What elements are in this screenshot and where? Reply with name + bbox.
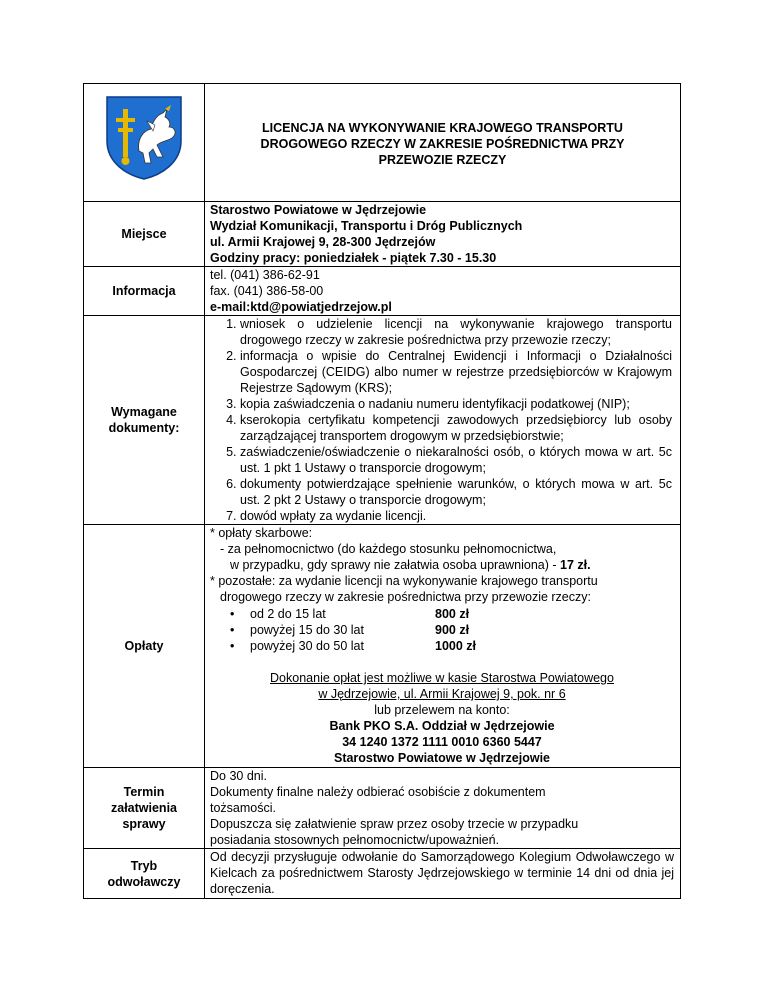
fee-amount: 800 zł [435,607,470,621]
row-termin [84,768,681,849]
third-party-text: posiadania stosownych pełnomocnictw/upoważnień. [210,833,500,847]
label-line: odwoławczy [107,874,181,889]
label-line: sprawy [122,817,166,831]
fee-item [210,622,674,638]
dokumenty-content [205,316,681,525]
label-line: Tryb [130,858,158,873]
list-item: 1. wniosek o udzielenie licencji na wykonywanie krajowego transportu drogowego rzeczy w zakresie pośrednictwa przy przewozie rzeczy; [240,316,674,348]
fee-period: powyżej 15 do 30 lat [250,623,364,637]
row-informacja [84,267,681,316]
third-party-text: Dopuszcza się załatwienie spraw przez osoby trzecie w przypadku [210,817,579,831]
title-line: PRZEWOZIE RZECZY [378,153,507,167]
other-fees-line: * pozostałe: za wydanie licencji na wykonywanie krajowego transportu [210,574,598,588]
label-informacja: Informacja [84,267,205,316]
list-item: 5. zaświadczenie/oświadczenie o niekaralności osób, o których mowa w art. 5c ust. 1 pkt 1 Ustawy o transporcie drogowym; [240,444,674,476]
title-line: LICENCJA NA WYKONYWANIE KRAJOWEGO TRANSPORTU [262,121,623,135]
fee-item [210,606,674,622]
fee-amount: 1000 zł [435,639,477,653]
label-line: załatwienia [111,801,177,815]
pickup-text: Dokumenty finalne należy odbierać osobiście z dokumentem [210,785,546,799]
bank-account-number: 34 1240 1372 1111 0010 6360 5447 [342,735,542,749]
informacja-content [205,267,681,316]
header-row [84,84,681,202]
miejsce-content [205,202,681,267]
account-holder: Starostwo Powiatowe w Jędrzejowie [333,751,551,765]
deadline-text: Do 30 dni. [210,769,267,783]
other-fees-line: drogowego rzeczy w zakresie pośrednictwa przy przewozie rzeczy: [220,590,591,604]
document-title [205,84,681,202]
phone-number: tel. (041) 386-62-91 [210,268,320,282]
label-line: dokumenty: [108,421,180,435]
label-dokumenty [84,316,205,525]
license-fee-list [210,606,674,654]
label-tryb [84,849,205,899]
office-name: Starostwo Powiatowe w Jędrzejowie [210,203,427,217]
payment-info-line: lub przelewem na konto: [374,703,510,717]
title-line: DROGOWEGO RZECZY W ZAKRESIE POŚREDNICTWA PRZY [260,137,625,151]
stamp-duty-text: w przypadku, gdy sprawy nie załatwia osoba uprawniona) - [230,558,561,572]
address: ul. Armii Krajowej 9, 28-300 Jędrzejów [210,235,436,249]
row-tryb [84,849,681,899]
payment-info-line: Dokonanie opłat jest możliwe w kasie Starostwa Powiatowego [270,671,614,685]
stamp-duty-heading: * opłaty skarbowe: [210,526,313,540]
label-termin [84,768,205,849]
fee-amount: 900 zł [435,623,470,637]
appeal-text: Od decyzji przysługuje odwołanie do Samorządowego Kolegium Odwoławczego w Kielcach za pośrednictwem Starosty Jędrzejowskiego w terminie 14 dni od dnia jej doręczenia. [205,849,681,899]
fee-period: od 2 do 15 lat [250,607,326,621]
list-item: 7. dowód wpłaty za wydanie licencji. [240,508,674,524]
list-item: 3. kopia zaświadczenia o nadaniu numeru identyfikacji podatkowej (NIP); [240,396,674,412]
list-item: 6. dokumenty potwierdzające spełnienie warunków, o których mowa w art. 5c ust. 2 pkt 2 Ustawy o transporcie drogowym; [240,476,674,508]
row-miejsce [84,202,681,267]
row-dokumenty [84,316,681,525]
payment-info-line: w Jędrzejowie, ul. Armii Krajowej 9, pok. nr 6 [318,687,566,701]
label-line: Wymagane [111,405,177,419]
bullet-icon: • [230,623,235,637]
emblem-cell [84,84,205,202]
label-oplaty: Opłaty [84,525,205,768]
fax-number: fax. (041) 386-58-00 [210,284,324,298]
stamp-duty-line: - za pełnomocnictwo (do każdego stosunku pełnomocnictwa, [220,542,557,556]
stamp-duty-amount: 17 zł. [560,558,591,572]
bank-name: Bank PKO S.A. Oddział w Jędrzejowie [329,719,555,733]
row-oplaty [84,525,681,768]
department-name: Wydział Komunikacji, Transportu i Dróg Publicznych [210,219,523,233]
info-sheet-table [83,83,681,899]
termin-content [205,768,681,849]
coat-of-arms-icon [99,91,189,181]
email-address: e-mail:ktd@powiatjedrzejow.pl [210,300,392,314]
fee-period: powyżej 30 do 50 lat [250,639,364,653]
list-item: 2. informacja o wpisie do Centralnej Ewidencji i Informacji o Działalności Gospodarczej (CEIDG) albo numer w rejestrze przedsiębiorców w Krajowym Rejestrze Sądowym (KRS); [240,348,674,396]
label-miejsce: Miejsce [84,202,205,267]
fee-item [210,638,674,654]
bullet-icon: • [230,639,235,653]
office-hours: Godziny pracy: poniedziałek - piątek 7.30 - 15.30 [210,251,497,265]
required-documents-list [210,316,674,524]
oplaty-content [205,525,681,768]
pickup-text: tożsamości. [210,801,276,815]
list-item: 4. kserokopia certyfikatu kompetencji zawodowych przedsiębiorcy lub osoby zarządzającej transportem drogowym w przedsiębiorstwie; [240,412,674,444]
bullet-icon: • [230,607,235,621]
label-line: Termin [123,785,165,799]
stamp-duty-line [210,557,674,573]
